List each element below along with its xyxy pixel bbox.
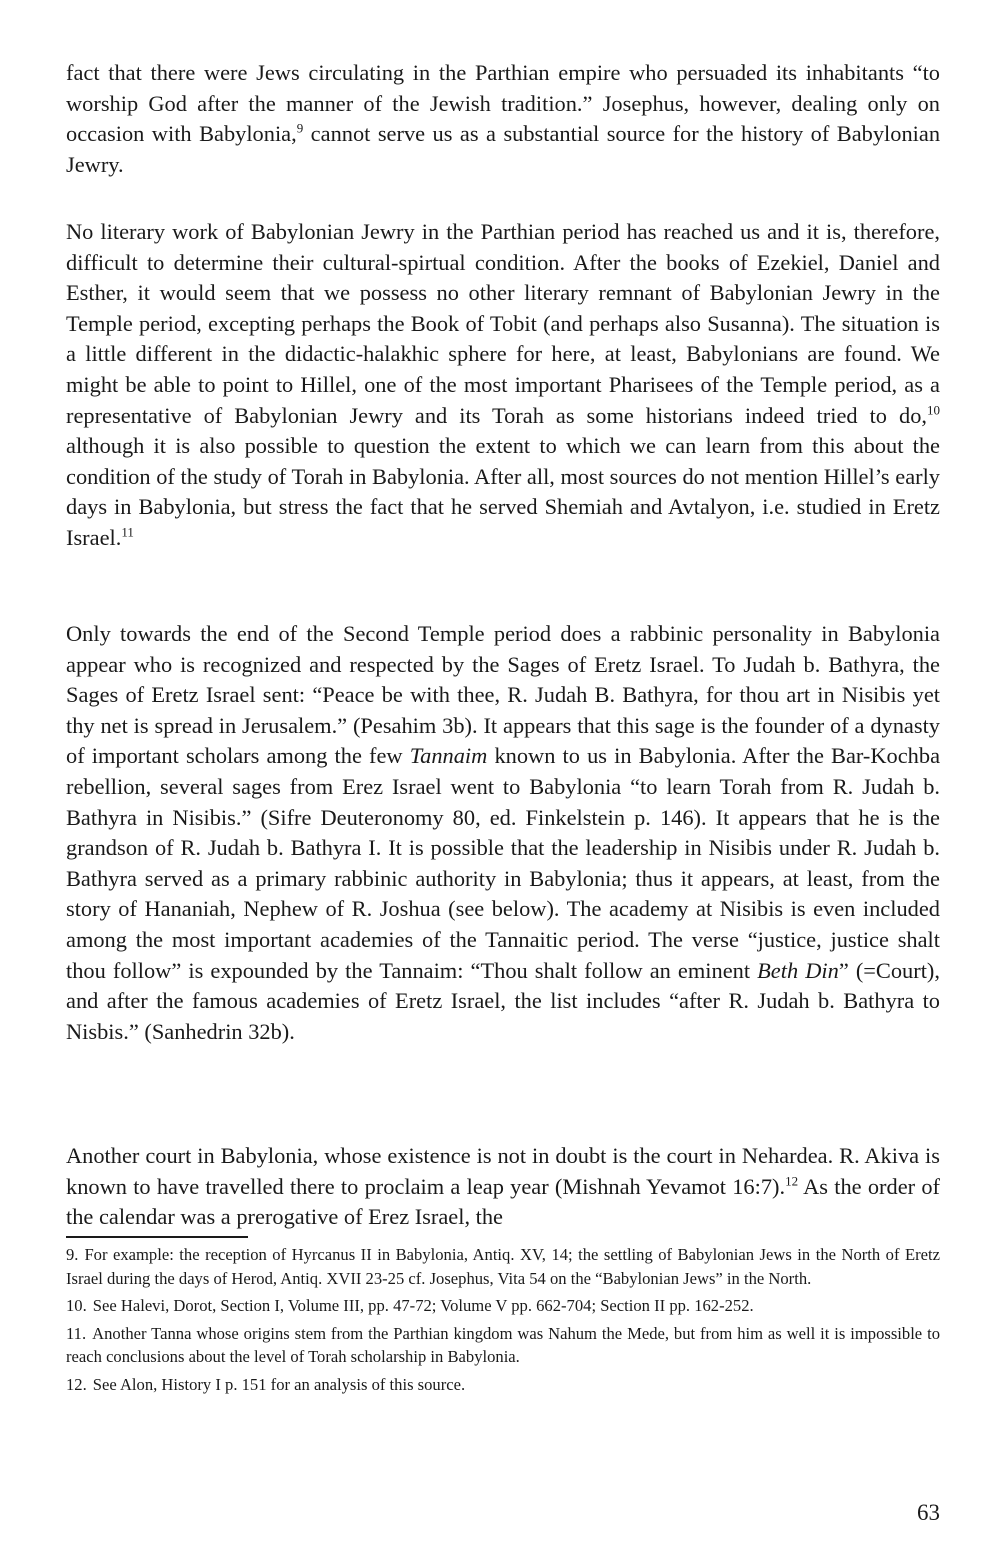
- italic-term: Beth Din: [757, 957, 839, 983]
- footnote-number: 11.: [66, 1323, 87, 1343]
- footnote-number: 10.: [66, 1296, 87, 1316]
- footnote-text: See Halevi, Dorot, Section I, Volume III, pp. 47-72; Volume V pp. 662-704; Section II pp. 162-252.: [92, 1296, 754, 1316]
- paragraph-text: fact that there were Jews circulating in the Parthian empire who persuaded its inhabitants “to worship God after the manner of the Jewish tradition.” Josephus, however, dealing only on occasion with Babylonia,: [66, 60, 940, 147]
- page-number: 63: [917, 1500, 940, 1525]
- footnote: [66, 1322, 940, 1369]
- footnotes: [66, 1243, 940, 1401]
- footnote-number: 12.: [66, 1374, 87, 1394]
- footnote-reference: 12: [785, 1173, 799, 1189]
- paragraph-text: As the order of the calendar was a prerogative of Erez Israel, the: [66, 1173, 940, 1230]
- footnote-number: 9.: [66, 1245, 79, 1264]
- footnote-reference: 10: [927, 402, 940, 418]
- paragraph-text: ” (=Court), and after the famous academies of Eretz Israel, the list includes “after R. Judah b. Bathyra to Nisbis.” (Sanhedrin 32b).: [66, 957, 940, 1044]
- paragraph-text: Another court in Babylonia, whose existence is not in doubt is the court in Nehardea. R. Akiva is known to have travelled there to proclaim a leap year (Mishnah Yevamot 16:7).: [66, 1143, 940, 1199]
- body-paragraph: [66, 58, 940, 180]
- footnote: [66, 1373, 940, 1397]
- footnote-text: Another Tanna whose origins stem from the Parthian kingdom was Nahum the Mede, but from him as well it is impossible to reach conclusions about the level of Torah scholarship in Babylonia.: [66, 1323, 940, 1367]
- body-paragraph: [66, 217, 940, 554]
- footnote-reference: 9: [296, 120, 304, 136]
- paragraph-text: known to us in Babylonia. After the Bar-Kochba rebellion, several sages from Erez Israel went to Babylonia “to learn Torah from R. Judah b. Bathyra in Nisibis.” (Sifre Deuteronomy 80, ed. Finkelstein p. 146). It appears that he is the grandson of R. Judah b. Bathyra I. It is possible that the leadership in Nisibis under R. Judah b. Bathyra served as a primary rabbinic authority in Babylonia; thus it appears, at least, from the story of Hananiah, Nephew of R. Joshua (see below). The academy at Nisibis is even included among the most important academies of the Tannaitic period. The verse “justice, justice shalt thou follow” is expounded by the Tannaim: “Thou shalt follow an eminent: [66, 743, 941, 983]
- footnote-separator: [66, 1236, 248, 1238]
- footnote-text: See Alon, History I p. 151 for an analysis of this source.: [92, 1374, 466, 1394]
- body-paragraph: [66, 1141, 940, 1233]
- italic-term: Tannaim: [409, 743, 488, 769]
- paragraph-text: cannot serve us as a substantial source for the history of Babylonian Jewry.: [66, 121, 941, 177]
- footnote-text: For example: the reception of Hyrcanus II in Babylonia, Antiq. XV, 14; the settling of Babylonian Jews in the North of Eretz Israel during the days of Herod, Antiq. XVII 23-25 cf. Josephus, Vita 54 on the “Babylonian Jews” in the North.: [66, 1245, 940, 1288]
- paragraph-text: Only towards the end of the Second Temple period does a rabbinic personality in Babylonia appear who is recognized and respected by the Sages of Eretz Israel. To Judah b. Bathyra, the Sages of Eretz Israel sent: “Peace be with thee, R. Judah B. Bathyra, for thou art in Nisibis yet thy net is spread in Jerusalem.” (Pesahim 3b). It appears that this sage is the founder of a dynasty of important scholars among the few: [66, 621, 940, 769]
- footnote-reference: 11: [121, 524, 134, 540]
- body-paragraph: [66, 619, 940, 1047]
- paragraph-text: although it is also possible to question the extent to which we can learn from this about the condition of the study of Torah in Babylonia. After all, most sources do not mention Hillel’s early days in Babylonia, but stress the fact that he served Shemiah and Avtalyon, i.e. studied in Eretz Israel.: [66, 433, 940, 550]
- footnote: [66, 1294, 940, 1318]
- footnote: [66, 1243, 940, 1290]
- paragraph-text: No literary work of Babylonian Jewry in the Parthian period has reached us and it is, therefore, difficult to determine their cultural-spirtual condition. After the books of Ezekiel, Daniel and Esther, it would seem that we possess no other literary remnant of Babylonian Jewry in the Temple period, excepting perhaps the Book of Tobit (and perhaps also Susanna). The situation is a little different in the didactic-halakhic sphere for here, at least, Babylonians are found. We might be able to point to Hillel, one of the most important Pharisees of the Temple period, as a representative of Babylonian Jewry and its Torah as some historians indeed tried to do,: [66, 219, 940, 428]
